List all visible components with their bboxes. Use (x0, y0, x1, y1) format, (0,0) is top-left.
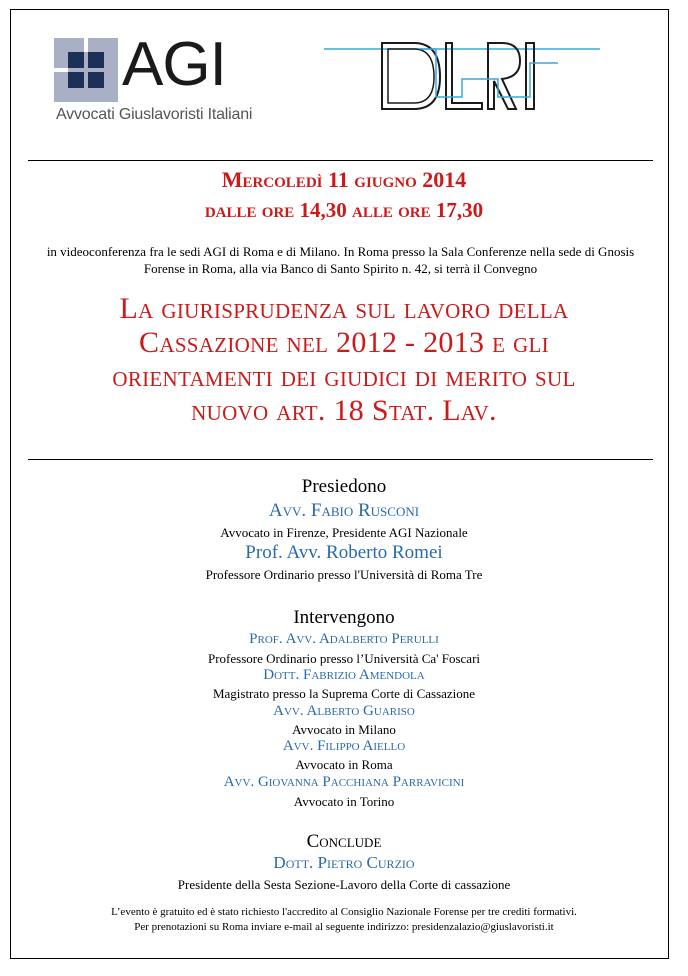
speaker-role-3: Avvocato in Milano (292, 722, 396, 737)
presiedono-heading: Presiedono (301, 476, 387, 497)
title-line-2: Cassazione nel 2012 - 2013 e gli (139, 326, 549, 359)
agi-logo-text: AGI (122, 30, 226, 99)
speaker-role-5: Avvocato in Torino (293, 794, 395, 809)
speaker-role-2: Magistrato presso la Suprema Corte di Cassazione (212, 686, 476, 701)
conclude-role: Presidente della Sesta Sezione-Lavoro della Corte di cassazione (177, 877, 511, 892)
speaker-role-4: Avvocato in Roma (295, 757, 393, 772)
intervengono-heading: Intervengono (293, 607, 395, 628)
chair-name-1: Avv. Fabio Rusconi (268, 500, 420, 521)
conclude-name: Dott. Pietro Curzio (273, 853, 415, 872)
event-date: Mercoledì 11 giugno 2014 (221, 167, 467, 192)
speaker-name-5: Avv. Giovanna Pacchiana Parravicini (223, 774, 465, 790)
title-line-1: La giurisprudenza sul lavoro della (119, 292, 569, 325)
agi-logo-subtitle: Avvocati Giuslavoristi Italiani (56, 106, 253, 123)
dlri-logo-icon (322, 37, 602, 112)
chair-role-2: Professore Ordinario presso l'Università di Roma Tre (205, 567, 483, 582)
footer-credits: L’evento è gratuito ed è stato richiesto l'accredito al Consiglio Nazionale Forense per tre crediti formativi. (111, 906, 577, 918)
divider-middle (28, 459, 653, 460)
event-time: dalle ore 14,30 alle ore 17,30 (204, 198, 484, 222)
agi-logo-squares-icon (54, 38, 118, 102)
conclude-heading: Conclude (306, 831, 382, 852)
footer-booking: Per prenotazioni su Roma inviare e-mail al seguente indirizzo: presidenzalazio@giuslavoristi.it (134, 921, 554, 933)
conference-title (20, 292, 668, 428)
chair-name-2: Prof. Avv. Roberto Romei (245, 542, 443, 563)
title-line-3: orientamenti dei giudici di merito sul (112, 360, 576, 393)
speaker-name-4: Avv. Filippo Aiello (282, 738, 406, 754)
intro-text: in videoconferenza fra le sedi AGI di Roma e di Milano. In Roma presso la Sala Conferenze nella sede di Gnosis Forense in Roma, alla via Banco di Santo Spirito n. 42, si terrà il Convegno (46, 244, 635, 276)
speaker-name-3: Avv. Alberto Guariso (273, 703, 415, 719)
divider-top (28, 160, 653, 161)
title-line-4: nuovo art. 18 Stat. Lav. (191, 394, 497, 427)
speaker-name-1: Prof. Avv. Adalberto Perulli (249, 631, 439, 647)
speaker-name-2: Dott. Fabrizio Amendola (263, 667, 425, 683)
speaker-role-1: Professore Ordinario presso l’Università Ca' Foscari (207, 651, 481, 666)
chair-role-1: Avvocato in Firenze, Presidente AGI Nazionale (220, 525, 468, 540)
